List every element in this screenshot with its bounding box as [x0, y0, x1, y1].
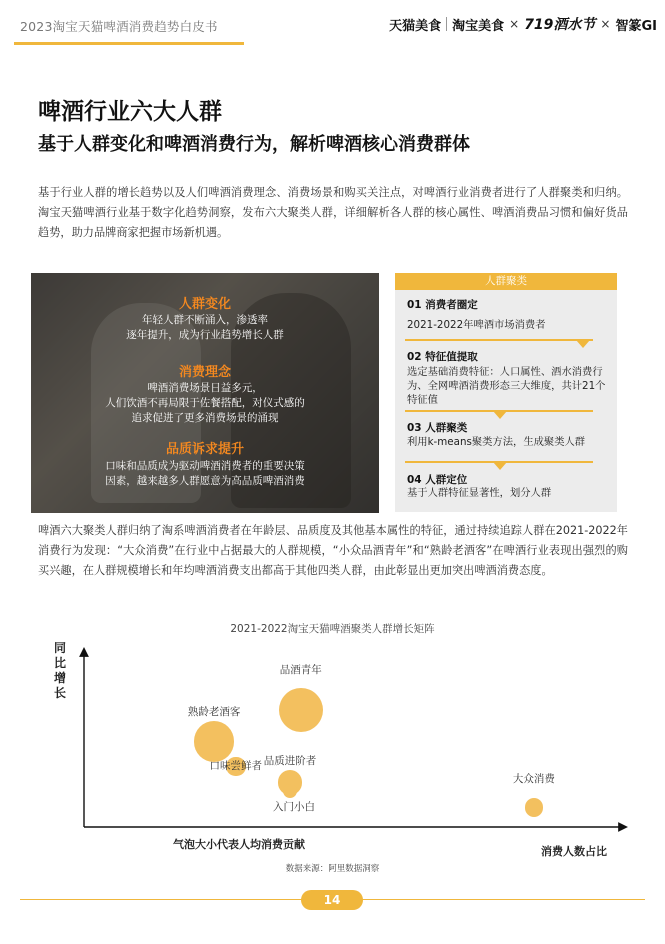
brand-zhizhuan: 智篆GI — [615, 18, 657, 34]
chart-title: 2021-2022淘宝天猫啤酒聚类人群增长矩阵 — [230, 623, 435, 635]
bubble-label: 品质进阶者 — [263, 754, 317, 767]
page-title: 啤酒行业六大人群 — [38, 99, 222, 125]
growth-matrix-chart — [0, 615, 665, 905]
page-subtitle: 基于人群变化和啤酒消费行为，解析啤酒核心消费群体 — [38, 134, 470, 155]
brand-times: × — [509, 17, 520, 31]
step-desc: 2021-2022年啤酒市场消费者 — [407, 319, 546, 331]
step-divider — [405, 339, 593, 341]
bubble-label: 大众消费 — [512, 773, 555, 786]
bubble-point — [279, 688, 323, 732]
cluster-panel — [395, 273, 617, 512]
x-axis-label: 消费人数占比 — [541, 845, 607, 858]
body-paragraph: 啤酒六大聚类人群归纳了淘系啤酒消费者在年龄层、品质度及其他基本属性的特征，通过持续追踪人群在2021-2022年消费行为发现：“大众消费”在行业中占据最大的人群规模，“小众品酒青年”和“熟龄老酒客”在啤酒行业表现出强烈的购买兴趣，在人群规模增长和年均啤酒消费支出都高于其他四类人群，由此彰显出更加突出啤酒消费态度。 — [38, 524, 628, 577]
insight-line: 人们饮酒不再局限于佐餐搭配，对仪式感的 — [105, 397, 305, 409]
insight-line: 啤酒消费场景日益多元， — [147, 382, 263, 394]
y-axis-label: 同比增长 — [54, 641, 67, 700]
brand-tmall-food: 天猫美食 — [389, 18, 442, 34]
step-desc: 选定基础消费特征：人口属性、酒水消费行为、全网啤酒消费形态三大维度，共计21个特征值 — [407, 366, 606, 406]
insight-title: 人群变化 — [178, 297, 231, 312]
step-title: 02 特征值提取 — [407, 351, 478, 363]
brand-divider — [446, 17, 447, 31]
insight-title: 品质诉求提升 — [165, 442, 244, 457]
bubble-point — [525, 798, 543, 816]
insight-line: 口味和品质成为驱动啤酒消费者的重要决策 — [105, 460, 305, 472]
photo-insights-box — [31, 273, 379, 513]
step-arrow-icon — [576, 340, 590, 348]
bubble-label: 口味尝鲜者 — [209, 760, 262, 773]
step-title: 03 人群聚类 — [407, 422, 468, 434]
brand-719-festival: 719酒水节 — [524, 17, 596, 33]
insight-title: 消费理念 — [178, 365, 231, 380]
step-title: 04 人群定位 — [407, 474, 468, 486]
step-arrow-icon — [493, 462, 507, 470]
step-arrow-icon — [493, 411, 507, 419]
bubble-size-note: 气泡大小代表人均消费贡献 — [173, 838, 305, 851]
step-title: 01 消费者圈定 — [407, 299, 478, 311]
insight-line: 因素，越来越多人群愿意为高品质啤酒消费 — [105, 475, 305, 487]
document-title: 2023淘宝天猫啤酒消费趋势白皮书 — [20, 19, 218, 34]
brand-logos — [389, 14, 657, 34]
header-underline — [14, 42, 244, 45]
data-source: 数据来源：阿里数据洞察 — [285, 864, 380, 874]
page-number: 14 — [301, 890, 363, 910]
brand-taobao-food: 淘宝美食 — [452, 18, 505, 34]
insight-line: 逐年提升，成为行业趋势增长人群 — [126, 329, 284, 341]
insight-line: 追求促进了更多消费场景的涌现 — [131, 412, 279, 424]
brand-times: × — [600, 17, 611, 31]
step-desc: 利用k-means聚类方法，生成聚类人群 — [407, 436, 586, 448]
insight-line: 年轻人群不断涌入，渗透率 — [142, 314, 268, 326]
intro-paragraph: 基于行业人群的增长趋势以及人们啤酒消费理念、消费场景和购买关注点，对啤酒行业消费者进行了人群聚类和归纳。淘宝天猫啤酒行业基于数字化趋势洞察，发布六大聚类人群，详细解析各人群的核心属性、啤酒消费品习惯和偏好货品趋势，助力品牌商家把握市场新机遇。 — [38, 186, 628, 239]
bubble-point — [194, 721, 234, 761]
bubble-label: 入门小白 — [272, 801, 315, 814]
bubble-label: 熟龄老酒客 — [187, 705, 241, 718]
step-desc: 基于人群特征显著性，划分人群 — [407, 487, 552, 499]
cluster-panel-header: 人群聚类 — [395, 273, 617, 290]
bubble-label: 品酒青年 — [279, 663, 322, 676]
